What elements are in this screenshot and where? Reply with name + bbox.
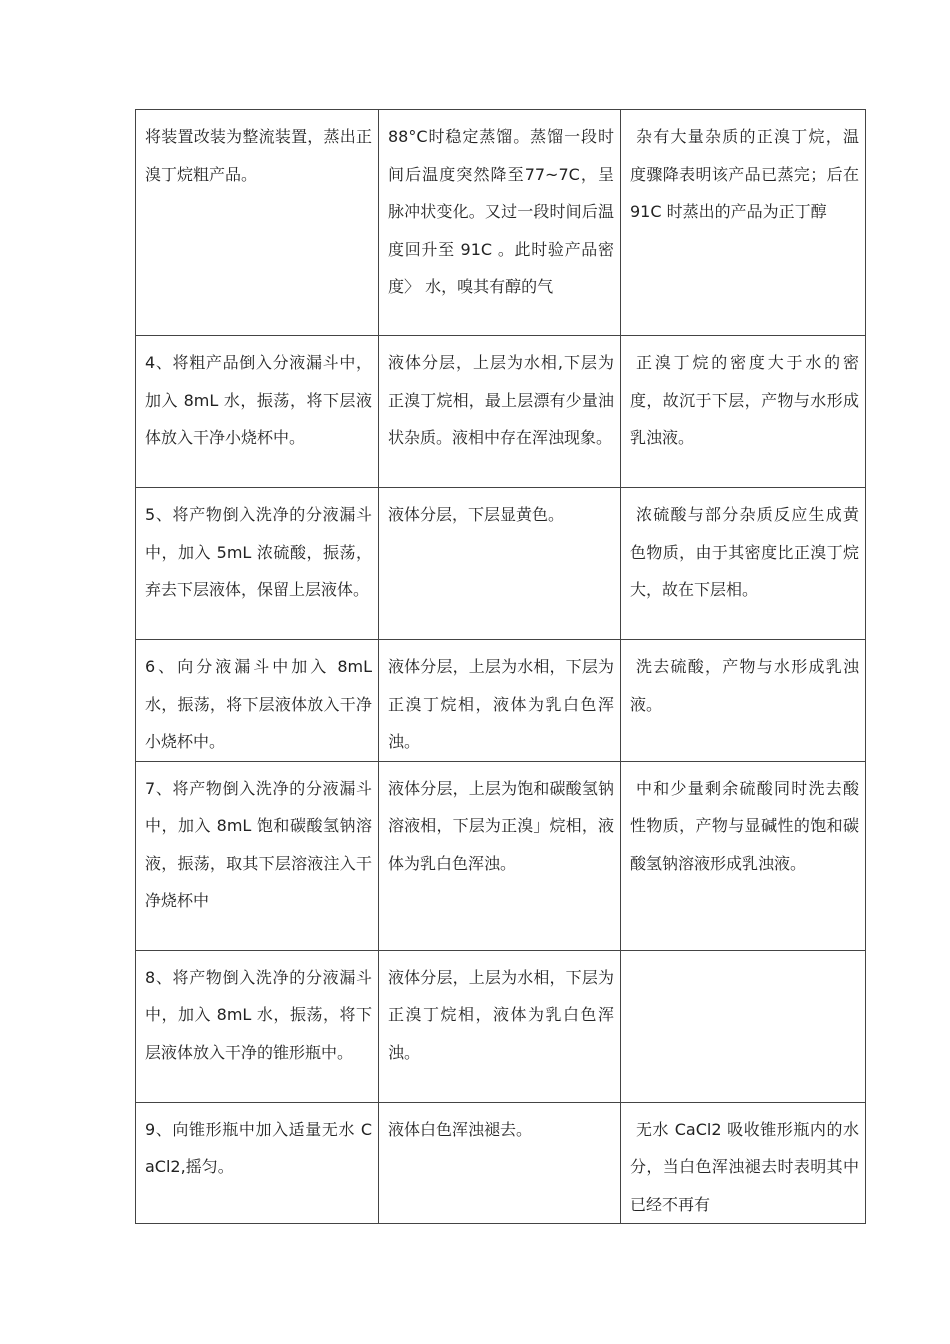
step-text: 6、向分液漏斗中加入 8mL 水，振荡，将下层液体放入干净小烧杯中。	[145, 657, 372, 751]
observation-cell	[379, 761, 621, 950]
observation-text: 液体分层，下层显黄色。	[388, 505, 565, 524]
experiment-table	[135, 109, 866, 1224]
table-row	[136, 950, 866, 1102]
observation-cell	[379, 950, 621, 1102]
observation-cell	[379, 1102, 621, 1224]
explanation-cell	[621, 640, 866, 762]
explanation-cell	[621, 336, 866, 488]
step-text: 9、向锥形瓶中加入适量无水 CaCl2,摇匀。	[145, 1119, 372, 1176]
observation-text: 液体白色浑浊褪去。	[388, 1119, 533, 1139]
step-text: 4、将粗产品倒入分液漏斗中，加入 8mL 水，振荡，将下层液体放入干净小烧杯中。	[145, 353, 372, 447]
table-row	[136, 110, 866, 336]
table-row	[136, 640, 866, 762]
step-text: 7、将产物倒入洗净的分液漏斗中，加入 8mL 饱和碳酸氢钠溶液，振荡，取其下层溶液注入干净烧杯中	[145, 778, 372, 910]
step-cell	[136, 950, 379, 1102]
step-cell	[136, 1102, 379, 1224]
step-text: 将装置改装为整流装置，蒸出正溴丁烷粗产品。	[145, 127, 372, 184]
table-row	[136, 1102, 866, 1224]
explanation-text: 杂有大量杂质的正溴丁烷，温度骤降表明该产品已蒸完；后在 91C 时蒸出的产品为正丁醇	[630, 127, 859, 221]
step-cell	[136, 761, 379, 950]
step-text: 5、将产物倒入洗净的分液漏斗中，加入 5mL 浓硫酸，振荡，弃去下层液体，保留上层液体。	[145, 505, 372, 599]
explanation-cell	[621, 950, 866, 1102]
explanation-text: 中和少量剩余硫酸同时洗去酸性物质，产物与显碱性的饱和碳酸氢钠溶液形成乳浊液。	[630, 778, 859, 873]
observation-cell	[379, 110, 621, 336]
observation-text: 液体分层，上层为水相,下层为正溴丁烷相，最上层漂有少量油状杂质。液相中存在浑浊现象。	[388, 353, 614, 447]
explanation-cell	[621, 110, 866, 336]
explanation-cell	[621, 761, 866, 950]
observation-cell	[379, 336, 621, 488]
step-cell	[136, 336, 379, 488]
explanation-cell	[621, 488, 866, 640]
explanation-text: 洗去硫酸，产物与水形成乳浊液。	[630, 657, 859, 714]
step-cell	[136, 640, 379, 762]
table-row	[136, 761, 866, 950]
explanation-text: 浓硫酸与部分杂质反应生成黄色物质，由于其密度比正溴丁烷大，故在下层相。	[630, 505, 859, 599]
explanation-text: 正溴丁烷的密度大于水的密度，故沉于下层，产物与水形成乳浊液。	[630, 353, 859, 447]
table-row	[136, 336, 866, 488]
step-cell	[136, 110, 379, 336]
observation-text: 液体分层，上层为水相，下层为正溴丁烷相，液体为乳白色浑浊。	[388, 967, 614, 1062]
explanation-text: 无水 CaCl2 吸收锥形瓶内的水分，当白色浑浊褪去时表明其中已经不再有	[630, 1119, 859, 1214]
step-cell	[136, 488, 379, 640]
observation-cell	[379, 488, 621, 640]
step-text: 8、将产物倒入洗净的分液漏斗中，加入 8mL 水，振荡，将下层液体放入干净的锥形瓶中。	[145, 967, 372, 1062]
observation-text: 液体分层，上层为饱和碳酸氢钠溶液相，下层为正溴」烷相，液体为乳白色浑浊。	[388, 778, 614, 873]
observation-text: 88°C时稳定蒸馏。蒸馏一段时间后温度突然降至77~7C，呈脉冲状变化。又过一段时间后温度回升至 91C 。此时验产品密度〉 水，嗅其有醇的气	[388, 127, 614, 296]
observation-cell	[379, 640, 621, 762]
observation-text: 液体分层，上层为水相，下层为正溴丁烷相，液体为乳白色浑浊。	[388, 657, 614, 751]
explanation-cell	[621, 1102, 866, 1224]
table-row	[136, 488, 866, 640]
